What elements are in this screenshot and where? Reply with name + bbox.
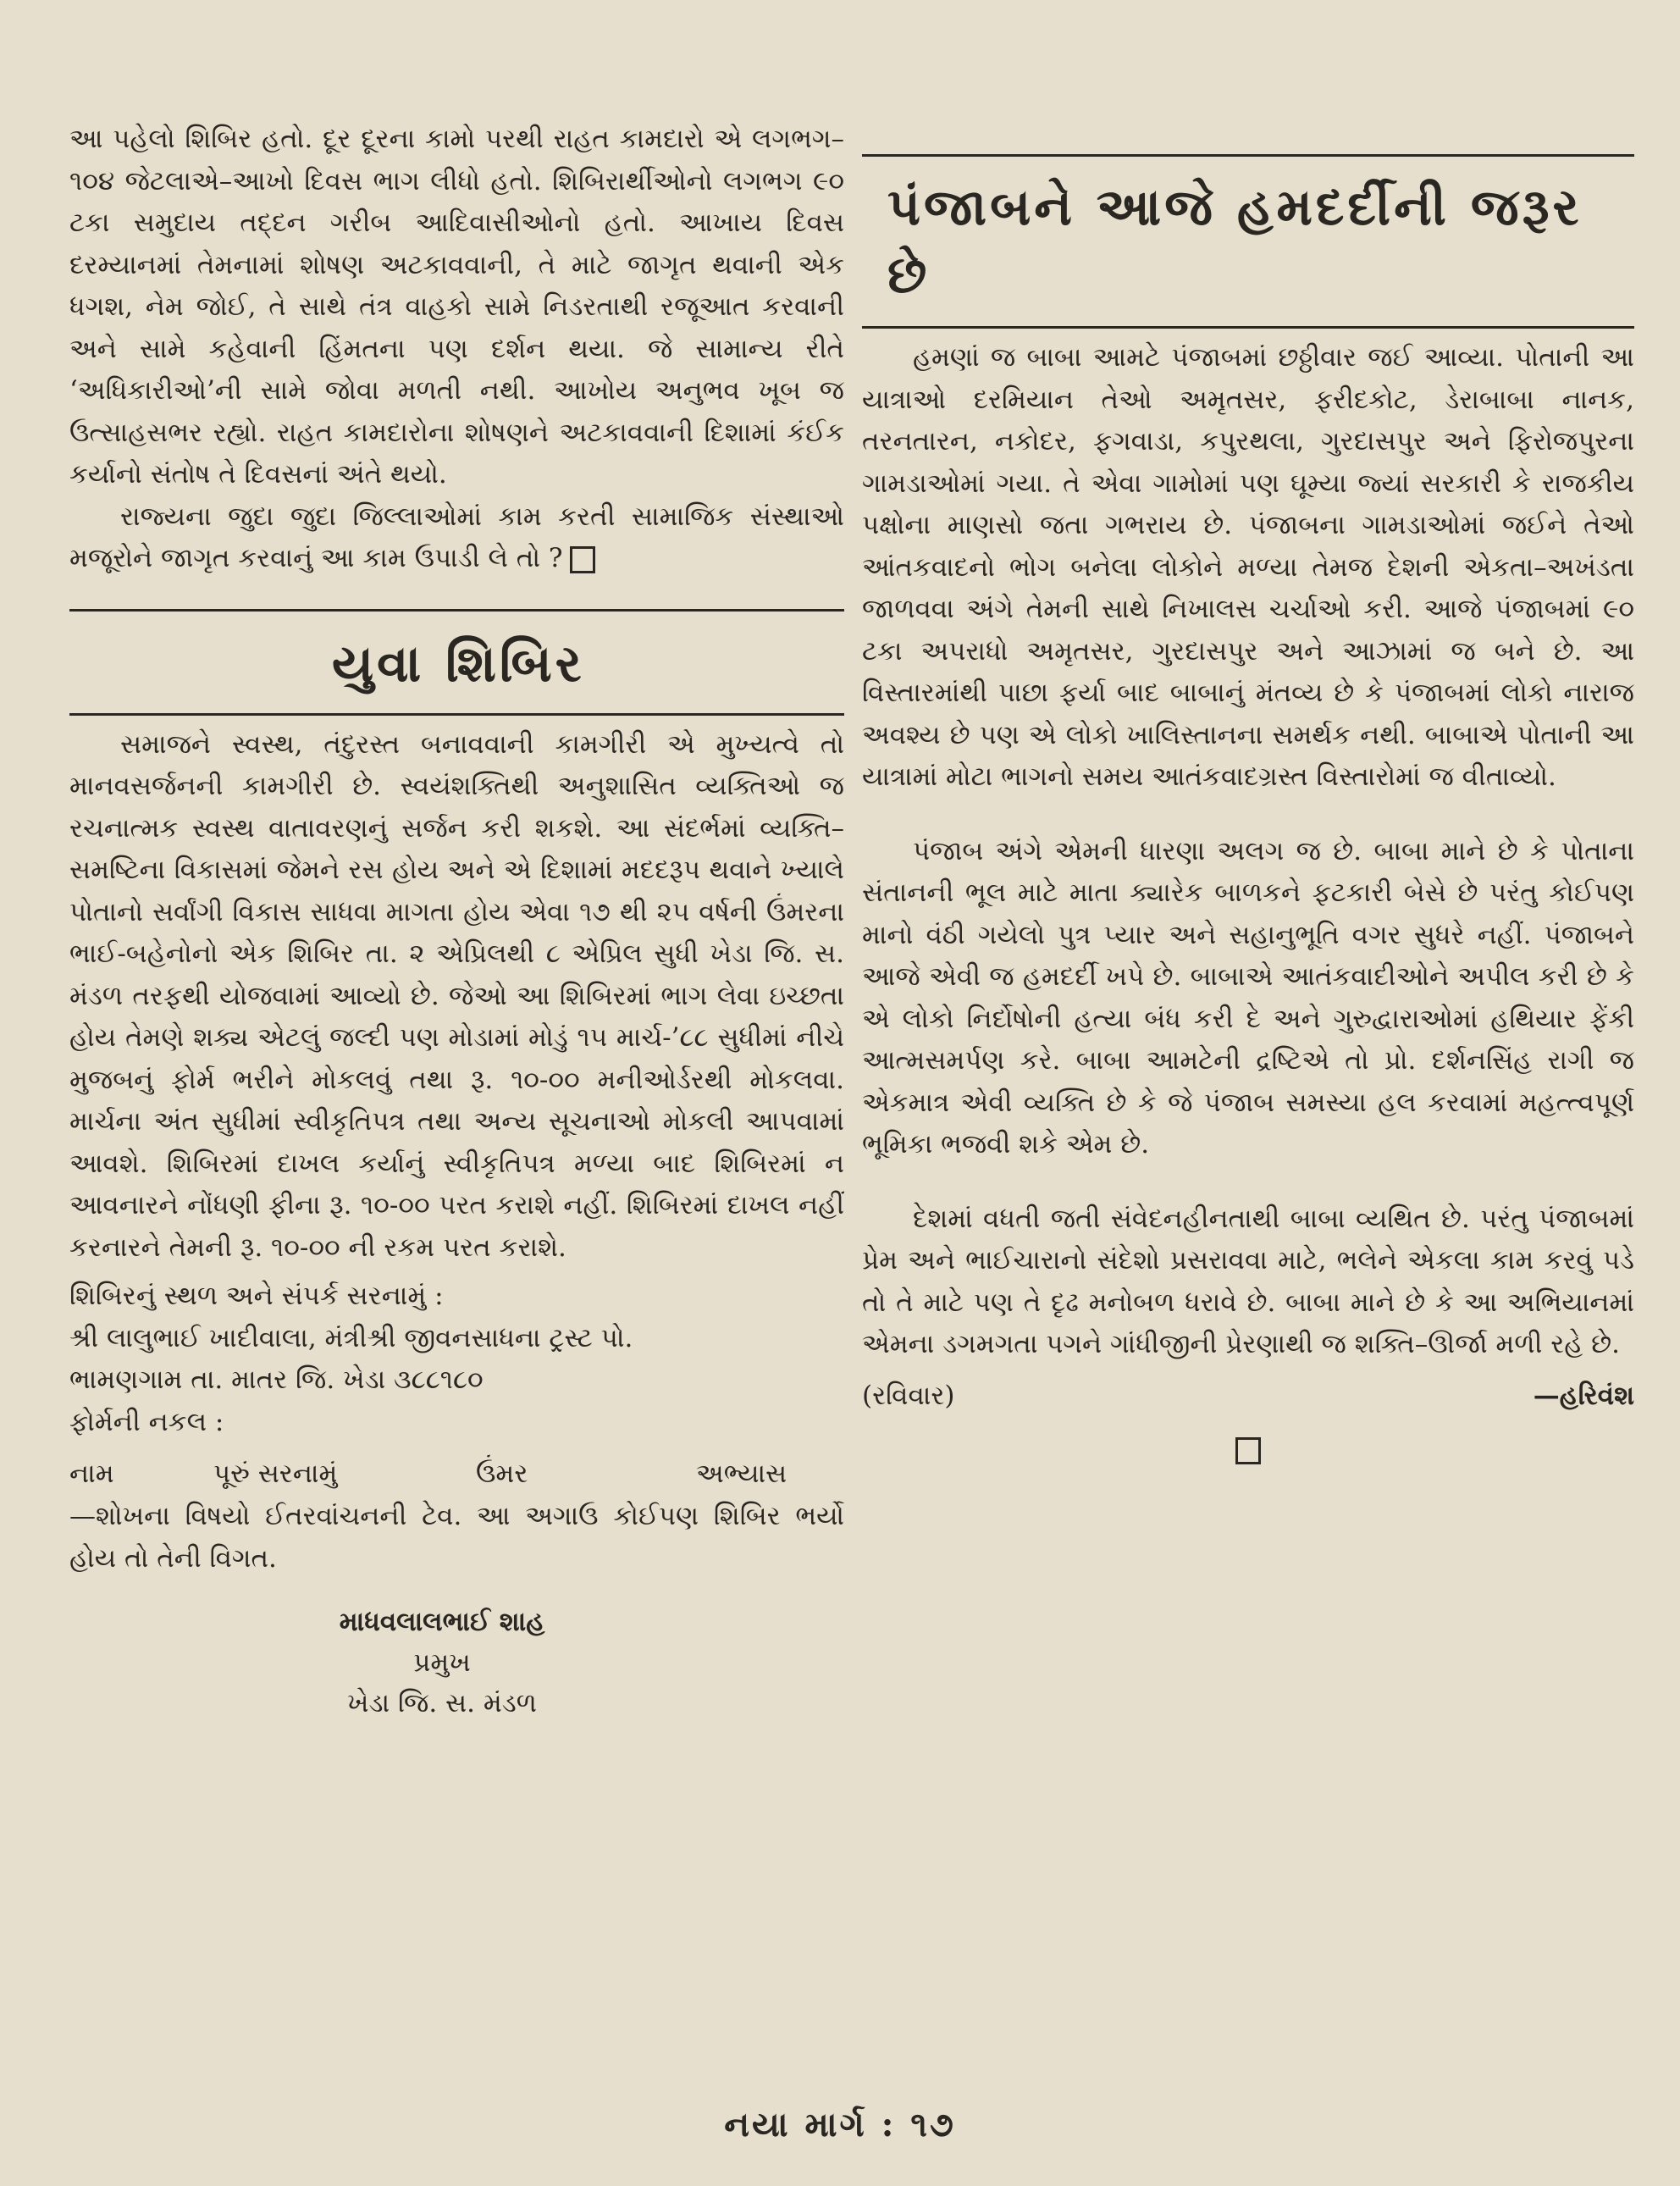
punjab-paragraph-2: પંજાબ અંગે એમની ધારણા અલગ જ છે. બાબા માને છે કે પોતાના સંતાનની ભૂલ માટે માતા ક્યારેક બાળકને ફટકારી બેસે છે પરંતુ કોઈપણ માનો વંઠી ગયેલો પુત્ર પ્યાર અને સહાનુભૂતિ વગર સુધરે નહીં. પંજાબને આજે એવી જ હમદર્દી ખપે છે. બાબાએ આતંકવાદીઓને અપીલ કરી છે કે એ લોકો નિર્દોષોની હત્યા બંધ કરી દે અને ગુરુદ્વારાઓમાં હથિયાર ફેંકી આત્મસમર્પણ કરે. બાબા આમટેની દ્રષ્ટિએ તો પ્રો. દર્શનસિંહ રાગી જ એકમાત્ર એવી વ્યક્તિ છે કે જે પંજાબ સમસ્યા હલ કરવામાં મહત્ત્વપૂર્ણ ભૂમિકા ભજવી શકે એમ છે.	[862, 835, 1634, 1159]
form-field-education: અભ્યાસ	[696, 1458, 788, 1489]
form-field-age: ઉંમર	[476, 1458, 528, 1489]
form-field-name: નામ	[69, 1458, 114, 1489]
form-label: ફોર્મની નકલ :	[69, 1406, 224, 1437]
page-footer: નયા માર્ગ : ૧૭	[724, 2105, 956, 2144]
article-title-youth-camp: યુવા શિબિર	[332, 634, 585, 694]
form-field-address: પૂરું સરનામું	[213, 1458, 338, 1489]
right-column	[862, 127, 1634, 1464]
title-divider	[69, 713, 844, 716]
signature-role: પ્રમુખ	[413, 1647, 471, 1678]
section-divider	[69, 609, 844, 612]
form-note: —શોખના વિષયો ઈતરવાંચનની ટેવ. આ અગાઉ કોઈપણ શિબિર ભર્યો હોય તો તેની વિગત.	[69, 1501, 844, 1574]
youth-camp-paragraph: સમાજને સ્વસ્થ, તંદુરસ્ત બનાવવાની કામગીરી એ મુખ્યત્વે તો માનવસર્જનની કામગીરી છે. સ્વયંશક્તિથી અનુશાસિત વ્યક્તિઓ જ રચનાત્મક સ્વસ્થ વાતાવરણનું સર્જન કરી શકશે. આ સંદર્ભમાં વ્યક્તિ–સમષ્ટિના વિકાસમાં જેમને રસ હોય અને એ દિશામાં મદદરૂપ થવાને ખ્યાલે પોતાનો સર્વાંગી વિકાસ સાધવા માગતા હોય એવા ૧૭ થી ૨૫ વર્ષની ઉંમરના ભાઈ-બહેનોનો એક શિબિર તા. ૨ એપ્રિલથી ૮ એપ્રિલ સુધી ખેડા જિ. સ. મંડળ તરફથી યોજવામાં આવ્યો છે. જેઓ આ શિબિરમાં ભાગ લેવા ઇચ્છતા હોય તેમણે શક્ય એટલું જલ્દી પણ મોડામાં મોડું ૧૫ માર્ચ-’૮૮ સુધીમાં નીચે મુજબનું ફોર્મ ભરીને મોકલવું તથા રૂ. ૧૦-૦૦ મનીઓર્ડરથી મોકલવા. માર્ચના અંત સુધીમાં સ્વીકૃતિપત્ર તથા અન્ય સૂચનાઓ મોકલી આપવામાં આવશે. શિબિરમાં દાખલ કર્યાનું સ્વીકૃતિપત્ર મળ્યા બાદ શિબિરમાં ન આવનારને નોંધણી ફીના રૂ. ૧૦-૦૦ પરત કરાશે નહીં. શિબિરમાં દાખલ નહીં કરનારને તેમની રૂ. ૧૦-૦૦ ની રકમ પરત કરાશે.	[69, 728, 844, 1263]
form-fields	[69, 1452, 844, 1496]
headline-top-rule	[862, 154, 1634, 157]
address-label: શિબિરનું સ્થળ અને સંપર્ક સરનામું :	[69, 1281, 444, 1311]
question-text: રાજ્યના જુદા જુદા જિલ્લાઓમાં કામ કરતી સામાજિક સંસ્થાઓ મજૂરોને જાગૃત કરવાનું આ કામ ઉપાડી લે તો ?	[69, 501, 844, 573]
punjab-paragraph-3: દેશમાં વધતી જતી સંવેદનહીનતાથી બાબા વ્યથિત છે. પરંતુ પંજાબમાં પ્રેમ અને ભાઈચારાનો સંદેશો પ્રસરાવવા માટે, ભલેને એકલા કામ કરવું પડે તો તે માટે પણ તે દૃઢ મનોબળ ધરાવે છે. બાબા માને છે કે આ અભિયાનમાં એમના ડગમગતા પગને ગાંધીજીની પ્રેરણાથી જ શક્તિ–ઊર્જા મળી રહે છે.	[862, 1203, 1634, 1359]
source-label: (રવિવાર)	[862, 1380, 955, 1411]
question-paragraph	[69, 496, 844, 580]
address-line-1: શ્રી લાલુભાઈ ખાદીવાલા, મંત્રીશ્રી જીવનસાધના ટ્રસ્ટ પો.	[69, 1322, 633, 1353]
author-name: —હરિવંશ	[1533, 1380, 1634, 1411]
headline-bottom-rule	[862, 326, 1634, 329]
intro-paragraph: આ પહેલો શિબિર હતો. દૂર દૂરના કામો પરથી રાહત કામદારો એ લગભગ–૧૦૪ જેટલાએ–આખો દિવસ ભાગ લીધો હતો. શિબિરાર્થીઓનો લગભગ ૯૦ ટકા સમુદાય તદ્દન ગરીબ આદિવાસીઓનો હતો. આખાય દિવસ દરમ્યાનમાં તેમનામાં શોષણ અટકાવવાની, તે માટે જાગૃત થવાની એક ધગશ, નેમ જોઈ, તે સાથે તંત્ર વાહકો સામે નિડરતાથી રજૂઆત કરવાની અને સામે કહેવાની હિંમતના પણ દર્શન થયા. જે સામાન્ય રીતે ‘અધિકારીઓ’ની સામે જોવા મળતી નથી. આખોય અનુભવ ખૂબ જ ઉત્સાહસભર રહ્યો. રાહત કામદારોના શોષણને અટકાવવાની દિશામાં કંઈક કર્યાનો સંતોષ તે દિવસનાં અંતે થયો.	[69, 124, 844, 490]
end-mark-icon	[570, 546, 595, 573]
left-column	[69, 119, 844, 1724]
article-title-punjab: પંજાબને આજે હમદર્દીની જરૂર છે	[887, 178, 1583, 305]
end-mark-icon	[1235, 1437, 1261, 1464]
signature-org: ખેડા જિ. સ. મંડળ	[347, 1688, 537, 1718]
address-line-2: ભામણગામ તા. માતર જિ. ખેડા ૩૮૮૧૮૦	[69, 1364, 484, 1395]
signature-name: માધવલાલભાઈ શાહ	[339, 1607, 545, 1637]
punjab-paragraph-1: હમણાં જ બાબા આમટે પંજાબમાં છઠ્ઠીવાર જઈ આવ્યા. પોતાની આ યાત્રાઓ દરમિયાન તેઓ અમૃતસર, ફરીદકોટ, ડેરાબાબા નાનક, તરનતારન, નકોદર, ફગવાડા, કપુરથલા, ગુરદાસપુર અને ફિરોજપુરના ગામડાઓમાં ગયા. તે એવા ગામોમાં પણ ઘૂમ્યા જ્યાં સરકારી કે રાજકીય પક્ષોના માણસો જતા ગભરાય છે. પંજાબના ગામડાઓમાં જઈને તેઓ આંતકવાદનો ભોગ બનેલા લોકોને મળ્યા તેમજ દેશની એકતા–અખંડતા જાળવવા અંગે તેમની સાથે નિખાલસ ચર્ચાઓ કરી. આજે પંજાબમાં ૯૦ ટકા અપરાધો અમૃતસર, ગુરદાસપુર અને આઝામાં જ બને છે. આ વિસ્તારમાંથી પાછા ફર્યા બાદ બાબાનું મંતવ્ય છે કે પંજાબમાં લોકો નારાજ અવશ્ય છે પણ એ લોકો ખાલિસ્તાનના સમર્થક નથી. બાબાએ પોતાની આ યાત્રામાં મોટા ભાગનો સમય આતંકવાદગ્રસ્ત વિસ્તારોમાં જ વીતાવ્યો.	[862, 342, 1634, 792]
